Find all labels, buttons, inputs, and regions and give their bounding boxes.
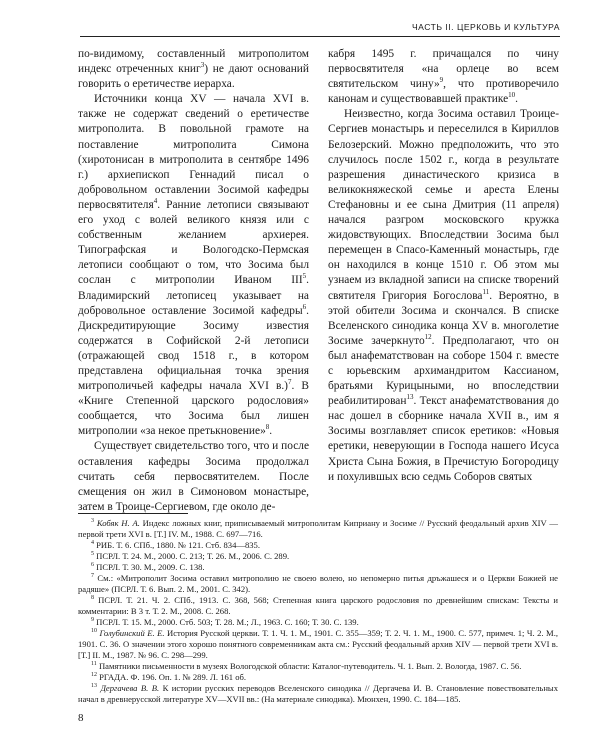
footnote-text: Индекс ложных книг, приписываемый митрополитам Киприану и Зосиме // Русский феодальный архив XIV — первой трети XVI в. [Т.] IV. М., 1988. С. 697—716. <box>78 518 558 539</box>
footnote-number: 5 <box>91 551 94 558</box>
footnote-number: 11 <box>91 661 97 668</box>
footnote-number: 6 <box>91 562 94 569</box>
page-number: 8 <box>78 712 84 724</box>
footnote-list <box>78 518 558 705</box>
footnote <box>78 672 558 683</box>
footnote-author: Голубинский Е. Е. <box>99 628 165 638</box>
running-title: ЧАСТЬ II. ЦЕРКОВЬ И КУЛЬТУРА <box>411 22 560 32</box>
footnote <box>78 562 558 573</box>
footnote-ref[interactable]: 13 <box>406 393 414 402</box>
footnote-number: 3 <box>91 518 94 525</box>
footnote-ref[interactable]: 7 <box>287 378 292 387</box>
footnote-number: 8 <box>91 595 94 602</box>
footnote-rule <box>78 513 188 514</box>
footnote-text: ПСРЛ. Т. 21. Ч. 2. СПб., 1913. С. 368, 568; Степенная книга царского родословия по древнейшим спискам: Тексты и комментарии: В 3 т. Т. 2. М., 2008. С. 268. <box>78 595 559 616</box>
footnote-ref[interactable]: 10 <box>508 91 516 100</box>
footnote-number: 10 <box>91 628 97 635</box>
footnote-author: Дергачева В. В. <box>100 683 160 693</box>
footnote-number: 12 <box>91 672 97 679</box>
footnote <box>78 595 558 617</box>
footnote-text: ПСРЛ. Т. 30. М., 2009. С. 138. <box>96 562 205 572</box>
footnote-text: См.: «Митрополит Зосима оставил митрополию не своею волею, но непомерно питья дръжашеся и о Церкви Божией не радяше» (ПСРЛ. Т. 6. Вып. 2. М., 2001. С. 342). <box>78 573 558 594</box>
footnote-text: Памятники письменности в музеях Вологодской области: Каталог-путеводитель. Ч. 1. Вып. 2. Вологда, 1987. С. 56. <box>98 661 522 671</box>
footnote-number: 7 <box>91 573 94 580</box>
footnote-author: Кобяк Н. А. <box>96 518 140 528</box>
right-column <box>328 47 559 485</box>
footnote <box>78 617 558 628</box>
footnote <box>78 573 558 595</box>
footnote-number: 9 <box>91 617 94 624</box>
paragraph: Источники конца XV — начала XVI в. также не содержат сведений о еретичестве митрополита. В повольной грамоте на поставление митрополита Симона (хиротонисан в митрополита в сентябре 1496 г.) архиепископ Геннадий писал о добровольном оставлении Зосимой кафедры первосвятителя$^4$. Ранние летописи связывают его уход с волей великого князя или с собственным желанием архиерея. Типографская и Вологодско-Пермская летописи сообщают о том, что Зосима был сослан с митрополии Иваном III$^5$. Владимирский летописец указывает на добровольное оставление Зосимой кафедры$^6$. Дискредитирующие Зосиму известия содержатся в Софийской 2-й летописи (отражающей свод 1518 г., в котором представлена официальная точка зрения митрополичьей кафедры начала XVI в.)$^7$. В «Книге Степенной царского родословия» сообщается, что Зосима был лишен митрополии «за некое претькновение»$^8$. <box>78 93 309 438</box>
paragraph: кабря 1495 г. причащался по чину первосвятителя «на орлеце во всем святительском чину»$^9$, что противоречило канонам и существовавшей практике$^{10}$. <box>328 48 559 106</box>
footnote-text: ПСРЛ. Т. 15. М., 2000. Стб. 503; Т. 28. М.; Л., 1963. С. 160; Т. 30. С. 139. <box>96 617 359 627</box>
running-header <box>80 22 560 37</box>
footnote-ref[interactable]: 9 <box>439 76 444 85</box>
footnote <box>78 628 558 661</box>
footnote-text: РГАДА. Ф. 196. Оп. 1. № 289. Л. 161 об. <box>99 672 247 682</box>
footnote <box>78 540 558 551</box>
footnote <box>78 661 558 672</box>
footnote-number: 4 <box>91 540 94 547</box>
footnote-ref[interactable]: 8 <box>265 423 270 432</box>
paragraph: Существует свидетельство того, что и после оставления кафедры Зосима продолжал считать себя первосвятителем. После смещения он жил в Симоновом монастыре, затем в Троице-Сергиевом, где около де- <box>78 440 309 513</box>
paragraph: Неизвестно, когда Зосима оставил Троице-Сергиев монастырь и переселился в Кириллов Белозерский. Можно предположить, что это случилось после 1502 г., когда в результате разрешения династического кризиса в великокняжеской семье и ареста Елены Стефановны и ее сына Дмитрия (11 апреля) начался разгром московского кружка жидовствующих. Впоследствии Зосима был перемещен в Спасо-Каменный монастырь, где он находился в конце 1510 г. Об этом мы узнаем из вкладной записи на списке творений святителя Григория Богослова$^{11}$. Вероятно, в этой обители Зосима и скончался. В списке Вселенского синодика конца XV в. многолетие Зосиме зачеркнуто$^{12}$. Предполагают, что он был анафематствован на соборе 1504 г. вместе с юрьевским архимандритом Кассианом, братьями Курицыными, но впоследствии реабилитирован$^{13}$. Текст анафематствования до нас дошел в сборнике начала XVII в., им я Зосимы возглавляет список еретиков: «Новыя еретики, неверующии в Господа нашего Исуса Христа Сына Божия, в Пречистую Богородицу и похулившых всю седмь Соборов святых <box>328 108 560 483</box>
footnote-text: РИБ. Т. 6. СПб., 1880. № 121. Стб. 834—835. <box>96 540 260 550</box>
left-column <box>78 47 309 515</box>
footnote-text: К истории русских переводов Вселенского синодика // Дергачева И. В. Становление повествовательных начал в древнерусской литературе XV—XVII вв.: (На материале синодика). Мюнхен, 1990. С. 184—185. <box>78 683 559 704</box>
footnote-text: ПСРЛ. Т. 24. М., 2000. С. 213; Т. 26. М., 2006. С. 289. <box>96 551 290 561</box>
footnote-text: История Русской церкви. Т. 1. Ч. 1. М., 1901. С. 355—359; Т. 2. Ч. 1. М., 1900. С. 577, примеч. 1; Ч. 2. М., 1901. С. 36. О значении этого хорошо понятного современникам акта см.: Русский феодальный архив XIV — первой трети XVI в. [Т.] II. М., 1987. № 96. С. 298—299. <box>78 628 558 660</box>
paragraph: по-видимому, составленный митрополитом индекс отреченных книг$^3$) не дают оснований говорить о еретичестве иерарха. <box>78 48 309 91</box>
footnote-ref[interactable]: 5 <box>302 272 307 281</box>
footnote-ref[interactable]: 12 <box>424 332 432 341</box>
footnote <box>78 551 558 562</box>
footnote <box>78 683 558 705</box>
footnote-number: 13 <box>91 683 97 690</box>
footnotes <box>78 513 558 705</box>
body-columns <box>78 47 560 513</box>
footnote <box>78 518 558 540</box>
footnote-ref[interactable]: 6 <box>302 302 307 311</box>
footnote-ref[interactable]: 3 <box>200 61 205 70</box>
footnote-ref[interactable]: 4 <box>153 197 158 206</box>
footnote-ref[interactable]: 11 <box>482 287 490 296</box>
